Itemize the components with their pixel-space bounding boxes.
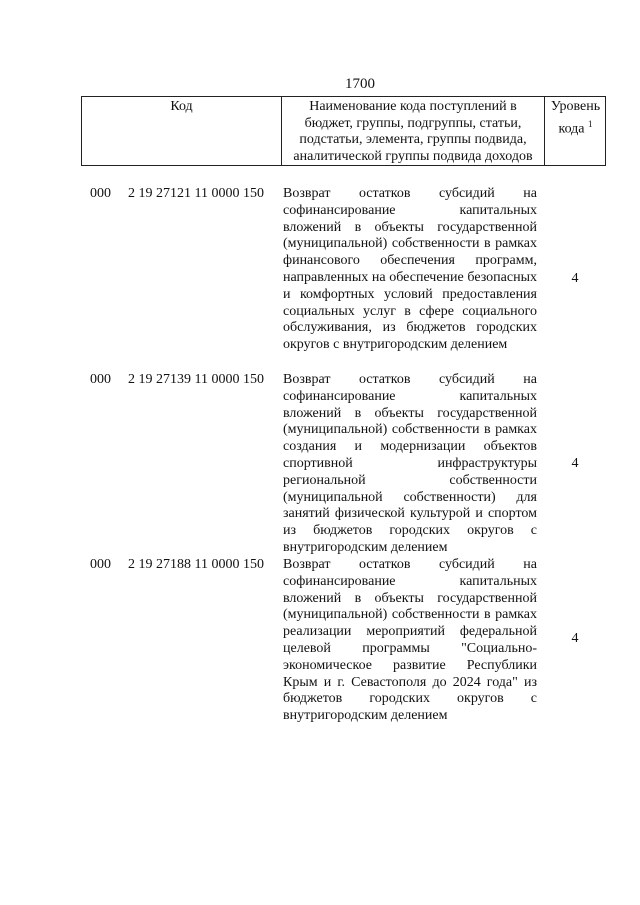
code-level: 4	[571, 271, 579, 286]
code-level: 4	[571, 456, 579, 471]
revenue-code: 2 19 27121 11 0000 150	[128, 186, 264, 201]
revenue-code: 2 19 27188 11 0000 150	[128, 557, 264, 572]
header-code: Код	[170, 99, 193, 114]
header-name-line: аналитической группы подвида доходов	[293, 148, 533, 164]
admin-code: 000	[90, 557, 111, 572]
page-number: 1700	[345, 76, 375, 92]
admin-code: 000	[90, 372, 111, 387]
header-level	[545, 99, 606, 138]
footnote-marker: 1	[588, 118, 593, 129]
header-level-line1: Уровень	[550, 99, 601, 114]
header-level-line2: кода $^1$	[558, 118, 593, 137]
header-name-line: бюджет, группы, подгруппы, статьи,	[304, 115, 522, 131]
code-level: 4	[571, 631, 579, 646]
revenue-name: Возврат остатков субсидий на софинансирование капитальных вложений в объекты государственной (муниципальной) собственности в рамках реализации мероприятий федеральной целевой программы "Социально-экономическое развитие Республики Крым и г. Севастополя до 2024 года" из бюджетов городских округов с внутригородским делением	[283, 557, 537, 724]
header-name-line: подстатьи, элемента, группы подвида,	[299, 132, 527, 147]
header-name-line: Наименование кода поступлений в	[309, 99, 517, 114]
revenue-name: Возврат остатков субсидий на софинансирование капитальных вложений в объекты государственной (муниципальной) собственности в рамках финансового обеспечения программ, направленных на обеспечение безопасных и комфортных условий предоставления социальных услуг в сфере социального обслуживания, из бюджетов городских округов с внутригородским делением	[283, 186, 537, 353]
header-name	[282, 99, 544, 165]
revenue-code: 2 19 27139 11 0000 150	[128, 372, 264, 387]
table-header	[81, 96, 606, 166]
revenue-name: Возврат остатков субсидий на софинансирование капитальных вложений в объекты государственной (муниципальной) собственности в рамках создания и модернизации объектов спортивной инфраструктуры региональной собственности (муниципальной собственности) для занятий физической культурой и спортом из бюджетов городских округов с внутригородским делением	[283, 372, 537, 555]
admin-code: 000	[90, 186, 111, 201]
